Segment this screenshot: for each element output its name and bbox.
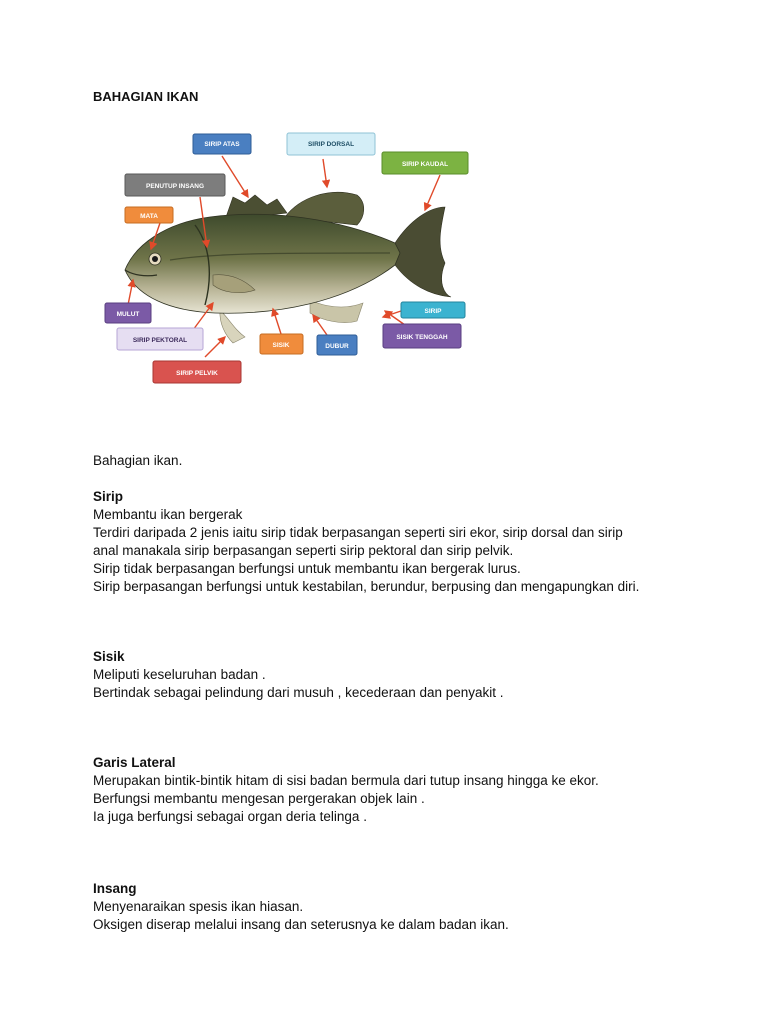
label-dubur: [317, 335, 357, 355]
section-sisik: [93, 648, 693, 702]
section-line: Ia juga berfungsi sebagai organ deria telinga .: [93, 809, 367, 824]
svg-text:MATA: MATA: [140, 213, 158, 220]
svg-text:DUBUR: DUBUR: [325, 343, 349, 350]
section-line: Terdiri daripada 2 jenis iaitu sirip tidak berpasangan seperti siri ekor, sirip dorsal dan sirip: [93, 525, 623, 540]
section-insang: [93, 880, 693, 934]
svg-text:SIRIP DORSAL: SIRIP DORSAL: [307, 141, 355, 148]
label-sisik: [260, 334, 303, 354]
section-heading: Sisik: [93, 649, 125, 664]
anal-fin: [310, 300, 363, 323]
section-line: Menyenaraikan spesis ikan hiasan.: [93, 899, 304, 914]
label-sirip-atas: [193, 134, 251, 154]
fish-diagram: [95, 125, 480, 395]
svg-text:SIRIP ATAS: SIRIP ATAS: [204, 141, 240, 148]
svg-text:SISIK: SISIK: [272, 342, 290, 349]
section-line: Bertindak sebagai pelindung dari musuh , kecederaan dan penyakit .: [93, 685, 504, 700]
svg-text:SIRIP PEKTORAL: SIRIP PEKTORAL: [132, 337, 188, 344]
svg-text:MULUT: MULUT: [116, 311, 140, 318]
section-sirip: [93, 488, 693, 596]
fish-body: [125, 214, 400, 313]
section-heading: Sirip: [93, 489, 124, 504]
section-line: Membantu ikan bergerak: [93, 507, 243, 522]
section-garis-lateral: [93, 754, 693, 826]
section-line: Sirip berpasangan berfungsi untuk kestabilan, berundur, berpusing dan mengapungkan diri.: [93, 579, 640, 594]
section-line: Oksigen diserap melalui insang dan seterusnya ke dalam badan ikan.: [93, 917, 509, 932]
figure-caption: Bahagian ikan.: [93, 453, 183, 468]
section-line: Meliputi keseluruhan badan .: [93, 667, 266, 682]
label-sirip-pektoral: [117, 328, 203, 350]
caudal-fin: [395, 207, 451, 297]
label-penutup-insang: [125, 174, 225, 196]
label-mulut: [105, 303, 151, 323]
svg-text:SIRIP PELVIK: SIRIP PELVIK: [176, 370, 218, 377]
label-mata: [125, 207, 173, 223]
section-line: anal manakala sirip berpasangan seperti sirip pektoral dan sirip pelvik.: [93, 543, 514, 558]
label-sirip: [401, 302, 465, 318]
section-line: Sirip tidak berpasangan berfungsi untuk membantu ikan bergerak lurus.: [93, 561, 521, 576]
label-sisik-tenggah: [383, 324, 461, 348]
section-heading: Garis Lateral: [93, 755, 176, 770]
section-line: Berfungsi membantu mengesan pergerakan objek lain .: [93, 791, 425, 806]
svg-text:SIRIP: SIRIP: [424, 308, 442, 315]
svg-text:SIRIP KAUDAL: SIRIP KAUDAL: [401, 161, 449, 168]
label-sirip-dorsal: [287, 133, 375, 155]
section-heading: Insang: [93, 881, 137, 896]
document-title: BAHAGIAN IKAN: [93, 89, 199, 104]
section-line: Merupakan bintik-bintik hitam di sisi badan bermula dari tutup insang hingga ke ekor.: [93, 773, 599, 788]
svg-text:SISIK TENGGAH: SISIK TENGGAH: [396, 334, 448, 341]
label-sirip-kaudal: [382, 152, 468, 174]
label-sirip-pelvik: [153, 361, 241, 383]
svg-text:PENUTUP INSANG: PENUTUP INSANG: [145, 183, 205, 190]
